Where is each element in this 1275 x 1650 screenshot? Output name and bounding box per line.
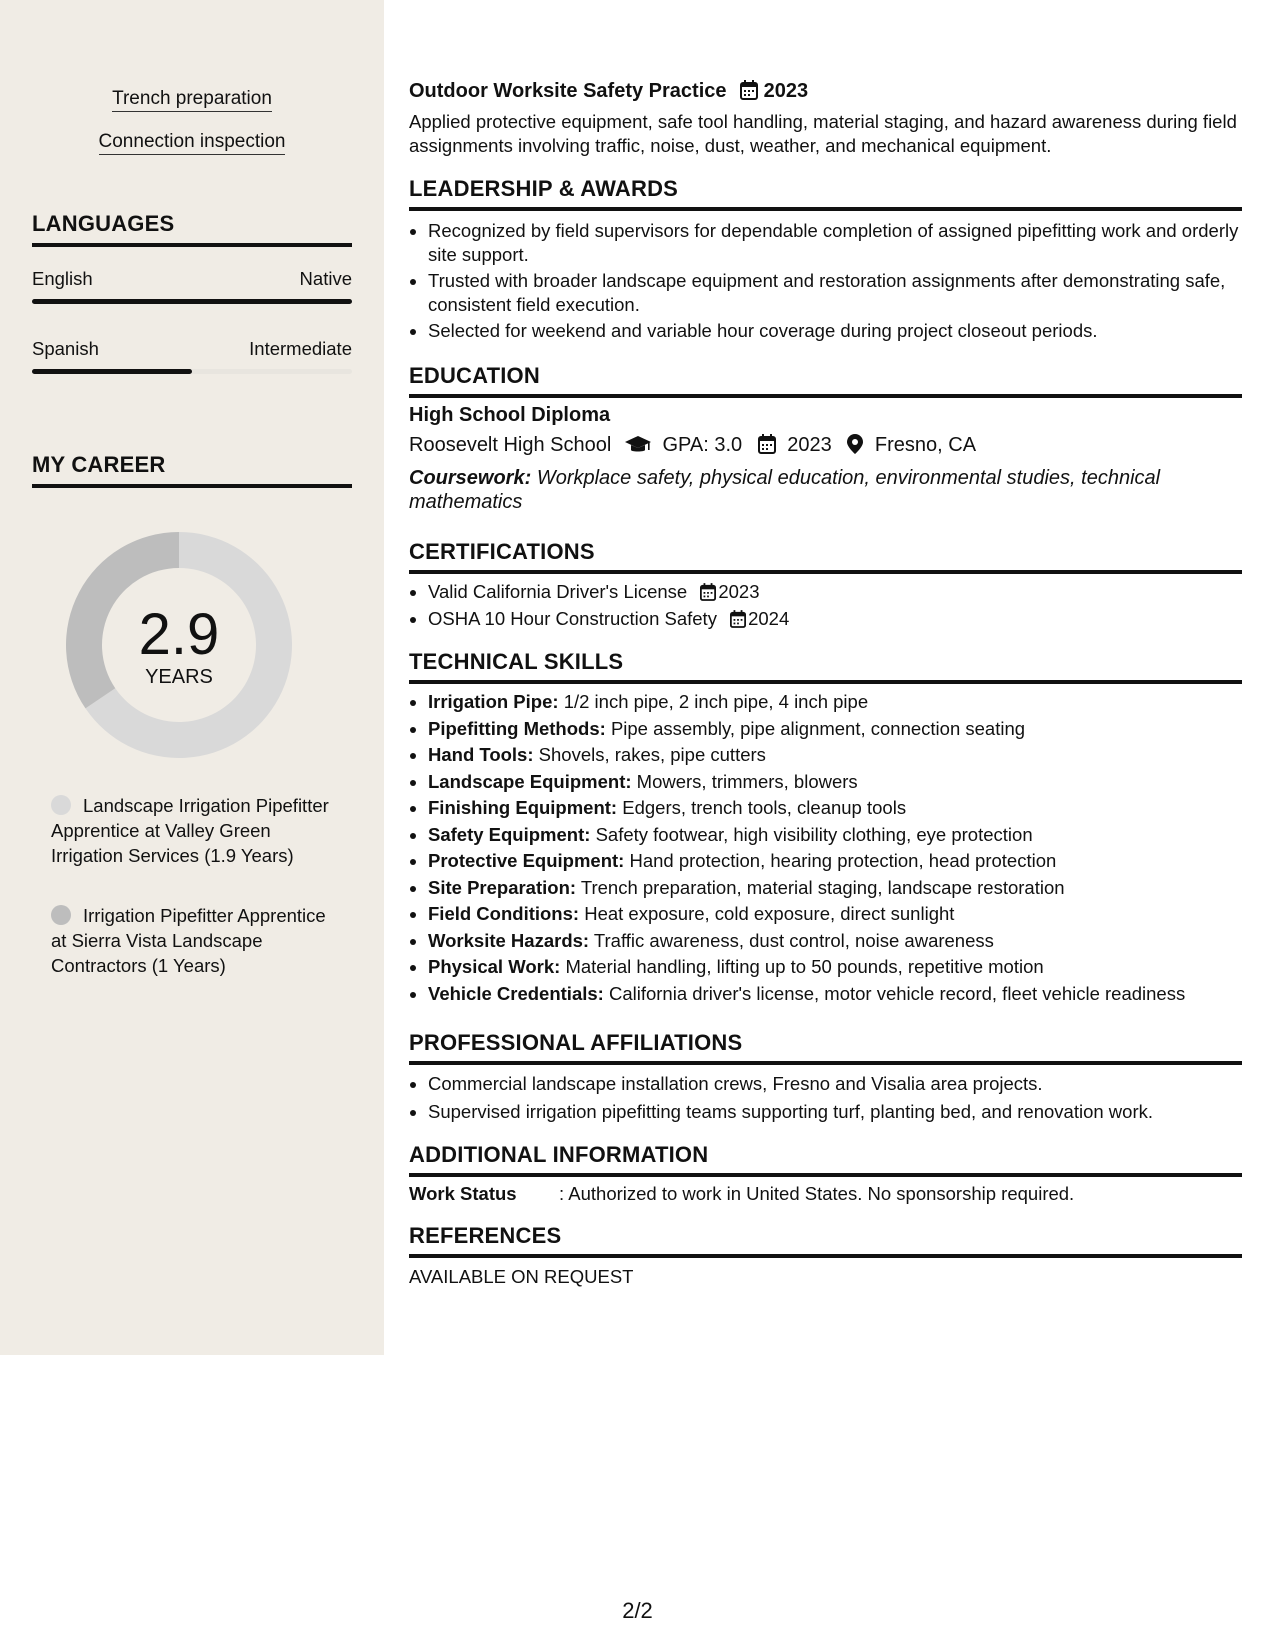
education-heading: EDUCATION xyxy=(409,363,1242,398)
job-year: 2023 xyxy=(763,80,809,102)
education-year: 2023 xyxy=(787,434,832,456)
skill-item: • Pipefitting Methods: Pipe assembly, pipe alignment, connection seating xyxy=(428,717,1261,741)
languages-heading: LANGUAGES xyxy=(32,211,352,247)
list-item: • Selected for weekend and variable hour coverage during project closeout periods. xyxy=(428,319,1261,343)
calendar-icon xyxy=(700,583,716,601)
legend-dot xyxy=(51,905,71,925)
page-number: 2/2 xyxy=(622,1598,653,1623)
leadership-heading: LEADERSHIP & AWARDS xyxy=(409,176,1242,211)
coursework-text: Workplace safety, physical education, environmental studies, technical mathematics xyxy=(409,467,1161,513)
education-location: Fresno, CA xyxy=(874,434,977,456)
language-bar-english xyxy=(32,299,352,304)
career-unit-label: YEARS xyxy=(145,666,213,688)
list-item: • Recognized by field supervisors for dependable completion of assigned pipefitting work and orderly site support. xyxy=(428,219,1261,267)
list-item: • Supervised irrigation pipefitting teams supporting turf, planting bed, and renovation work. xyxy=(428,1100,1261,1124)
skill-item: • Physical Work: Material handling, lifting up to 50 pounds, repetitive motion xyxy=(428,955,1261,979)
education-meta xyxy=(409,434,976,457)
career-donut-chart xyxy=(66,532,292,758)
skill-item: • Safety Equipment: Safety footwear, high visibility clothing, eye protection xyxy=(428,823,1261,847)
gpa: GPA: 3.0 xyxy=(662,434,743,456)
language-name: Spanish xyxy=(32,338,99,359)
skill-link-trench-preparation[interactable]: Trench preparation xyxy=(0,88,384,110)
language-bar-fill xyxy=(32,299,352,304)
list-item: • Commercial landscape installation crews, Fresno and Visalia area projects. xyxy=(428,1072,1261,1096)
additional-info-heading: ADDITIONAL INFORMATION xyxy=(409,1142,1242,1177)
job-description: Applied protective equipment, safe tool handling, material staging, and hazard awareness during field assignments involving traffic, noise, dust, weather, and mechanical equipment. xyxy=(409,111,1237,156)
career-item: Irrigation Pipefitter Apprentice at Sierra Vista Landscape Contractors (1 Years) xyxy=(51,905,326,976)
skill-item: • Worksite Hazards: Traffic awareness, dust control, noise awareness xyxy=(428,929,1261,953)
legend-dot xyxy=(51,795,71,815)
work-status-row xyxy=(409,1183,1074,1205)
degree-title: High School Diploma xyxy=(409,404,611,426)
career-item: Landscape Irrigation Pipefitter Apprentice at Valley Green Irrigation Services (1.9 Years) xyxy=(51,795,329,866)
skill-item: • Vehicle Credentials: California driver's license, motor vehicle record, fleet vehicle readiness xyxy=(428,982,1261,1006)
graduation-cap-icon xyxy=(625,434,651,454)
map-pin-icon xyxy=(847,434,863,454)
skill-item: • Field Conditions: Heat exposure, cold exposure, direct sunlight xyxy=(428,902,1261,926)
calendar-icon xyxy=(740,80,758,100)
career-heading: MY CAREER xyxy=(32,452,352,488)
coursework xyxy=(409,466,1242,514)
school-name: Roosevelt High School xyxy=(409,434,612,456)
references-heading: REFERENCES xyxy=(409,1223,1242,1258)
coursework-label: Coursework: xyxy=(409,467,532,489)
language-level: Native xyxy=(299,268,352,289)
list-item: • OSHA 10 Hour Construction Safety 2024 xyxy=(428,607,1261,631)
job-title: Outdoor Worksite Safety Practice 2023 xyxy=(409,80,809,102)
language-bar-spanish xyxy=(32,369,352,374)
list-item: • Valid California Driver's License 2023 xyxy=(428,580,1261,604)
certifications-list xyxy=(409,580,1261,633)
work-status-label: Work Status xyxy=(409,1183,517,1204)
calendar-icon xyxy=(758,434,776,454)
language-bar-fill xyxy=(32,369,192,374)
skill-item: • Site Preparation: Trench preparation, material staging, landscape restoration xyxy=(428,876,1261,900)
references-text: AVAILABLE ON REQUEST xyxy=(409,1266,634,1287)
list-item: • Trusted with broader landscape equipment and restoration assignments after demonstrating safe, consistent field execution. xyxy=(428,269,1261,317)
skill-item: • Irrigation Pipe: 1/2 inch pipe, 2 inch pipe, 4 inch pipe xyxy=(428,690,1261,714)
certifications-heading: CERTIFICATIONS xyxy=(409,539,1242,574)
technical-skills-list xyxy=(409,690,1261,1008)
skill-link-connection-inspection[interactable]: Connection inspection xyxy=(0,131,384,153)
skill-item: • Protective Equipment: Hand protection, hearing protection, head protection xyxy=(428,849,1261,873)
calendar-icon xyxy=(730,610,746,628)
affiliations-heading: PROFESSIONAL AFFILIATIONS xyxy=(409,1030,1242,1065)
skill-item: • Finishing Equipment: Edgers, trench tools, cleanup tools xyxy=(428,796,1261,820)
work-status-value: : Authorized to work in United States. No sponsorship required. xyxy=(559,1183,1075,1204)
skill-item: • Landscape Equipment: Mowers, trimmers, blowers xyxy=(428,770,1261,794)
language-level: Intermediate xyxy=(249,338,352,359)
language-name: English xyxy=(32,268,93,289)
affiliations-list xyxy=(409,1072,1261,1126)
skill-item: • Hand Tools: Shovels, rakes, pipe cutters xyxy=(428,743,1261,767)
career-total-years: 2.9 xyxy=(138,602,220,667)
technical-skills-heading: TECHNICAL SKILLS xyxy=(409,649,1242,684)
leadership-list xyxy=(409,219,1261,345)
